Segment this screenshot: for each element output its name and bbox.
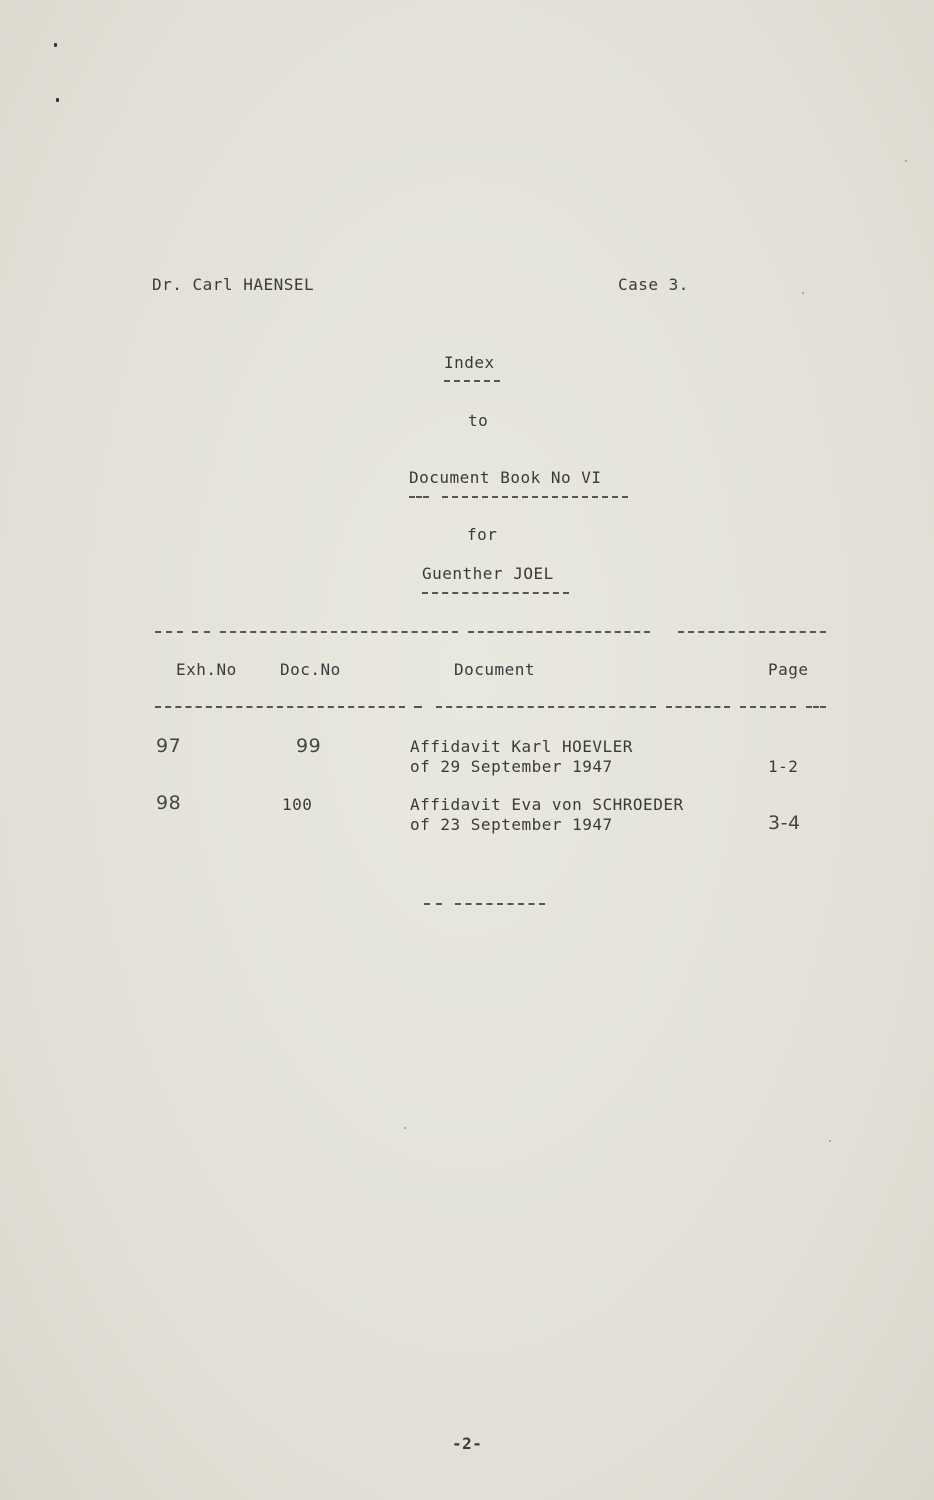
defendant-name-underline — [422, 592, 569, 594]
table-top-rule — [468, 631, 650, 633]
document-book-title: Document Book No VI — [409, 468, 602, 487]
doc-no-cell: 99 — [296, 735, 322, 757]
table-header-rule — [436, 706, 656, 708]
table-header-rule — [666, 706, 730, 708]
exh-no-cell: 97 — [156, 735, 182, 757]
table-top-rule — [678, 631, 826, 633]
table-top-rule — [155, 631, 183, 633]
table-top-rule — [220, 631, 458, 633]
page-number: -2- — [452, 1434, 483, 1453]
column-header-exh-no: Exh.No — [176, 660, 237, 679]
exh-no-cell: 98 — [156, 792, 182, 814]
table-header-rule — [740, 706, 796, 708]
defendant-name: Guenther JOEL — [422, 564, 554, 583]
table-header-rule — [806, 706, 826, 708]
page-range-cell: 3-4 — [768, 812, 801, 834]
case-number: Case 3. — [618, 275, 689, 294]
table-top-rule — [192, 631, 210, 633]
ink-speck — [404, 1127, 406, 1129]
end-rule — [424, 903, 442, 905]
document-description-line1: Affidavit Karl HOEVLER — [410, 737, 633, 756]
doc-no-cell: 100 — [282, 795, 313, 814]
title-to: to — [468, 411, 489, 430]
column-header-document: Document — [454, 660, 536, 679]
document-book-underline-short — [409, 496, 429, 498]
index-title-underline — [444, 380, 500, 382]
table-header-rule — [414, 706, 422, 708]
ink-speck — [829, 1140, 831, 1142]
table-header-rule — [155, 706, 405, 708]
document-description-line2: of 29 September 1947 — [410, 757, 613, 776]
ink-speck — [54, 43, 57, 47]
document-book-underline — [442, 496, 628, 498]
title-for: for — [467, 525, 498, 544]
column-header-page: Page — [768, 660, 809, 679]
ink-speck — [802, 292, 804, 294]
author-name: Dr. Carl HAENSEL — [152, 275, 315, 294]
ink-speck — [905, 160, 907, 162]
document-description-line1: Affidavit Eva von SCHROEDER — [410, 795, 684, 814]
index-title: Index — [444, 353, 495, 372]
page-range-cell: 1-2 — [768, 757, 799, 776]
document-description-line2: of 23 September 1947 — [410, 815, 613, 834]
end-rule — [455, 903, 545, 905]
column-header-doc-no: Doc.No — [280, 660, 341, 679]
ink-speck — [56, 98, 59, 102]
